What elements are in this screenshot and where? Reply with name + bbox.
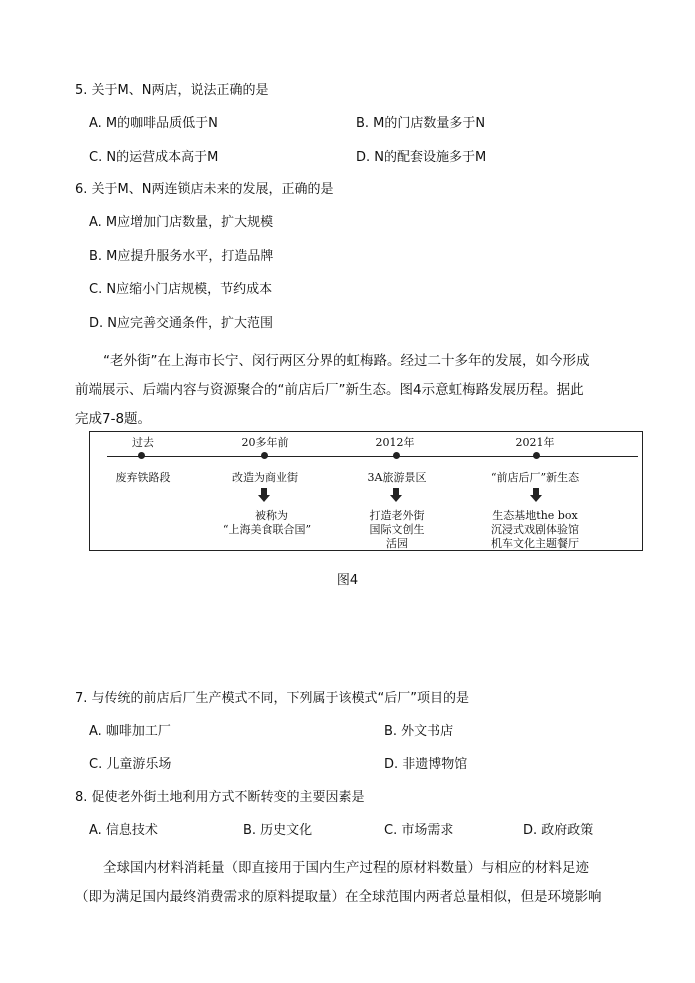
timeline-dot bbox=[138, 452, 145, 459]
stage-result-line: “上海美食联合国” bbox=[222, 523, 312, 536]
stage-desc: 改造为商业街 bbox=[232, 471, 298, 484]
q8-option-a: A. 信息技术 bbox=[89, 823, 158, 838]
stage-period: 20多年前 bbox=[241, 436, 289, 449]
q6-option-d: D. N应完善交通条件，扩大范围 bbox=[89, 316, 273, 331]
stage-period: 2021年 bbox=[515, 436, 555, 449]
down-arrow-icon bbox=[390, 488, 402, 502]
timeline-axis bbox=[107, 456, 638, 457]
stage-period: 2012年 bbox=[375, 436, 415, 449]
figure-4-timeline bbox=[89, 431, 643, 551]
stage-desc: 废弃铁路段 bbox=[115, 471, 171, 484]
timeline-dot bbox=[261, 452, 268, 459]
passage2-line1: 全球国内材料消耗量（即直接用于国内生产过程的原材料数量）与相应的材料足迹 bbox=[103, 860, 589, 876]
down-arrow-icon bbox=[530, 488, 542, 502]
stage-desc: 3A旅游景区 bbox=[367, 471, 427, 484]
q8-stem: 8. 促使老外街土地利用方式不断转变的主要因素是 bbox=[75, 790, 365, 805]
timeline-dot bbox=[393, 452, 400, 459]
passage1-line1: “老外街”在上海市长宁、闵行两区分界的虹梅路。经过二十多年的发展，如今形成 bbox=[103, 353, 590, 369]
stage-result-line: 国际文创生 bbox=[369, 523, 425, 536]
stage-result-line: 生态基地the box bbox=[492, 509, 578, 522]
q7-option-a: A. 咖啡加工厂 bbox=[89, 724, 171, 739]
down-arrow-icon bbox=[258, 488, 270, 502]
passage1-line3: 完成7-8题。 bbox=[75, 411, 152, 427]
q7-stem: 7. 与传统的前店后厂生产模式不同，下列属于该模式“后厂”项目的是 bbox=[75, 691, 470, 706]
q7-option-c: C. 儿童游乐场 bbox=[89, 757, 172, 772]
q5-option-c: C. N的运营成本高于M bbox=[89, 150, 219, 165]
q6-option-b: B. M应提升服务水平，打造品牌 bbox=[89, 249, 274, 264]
q5-stem: 5. 关于M、N两店，说法正确的是 bbox=[75, 83, 269, 98]
q5-option-d: D. N的配套设施多于M bbox=[356, 150, 487, 165]
q8-option-b: B. 历史文化 bbox=[243, 823, 313, 838]
q5-option-b: B. M的门店数量多于N bbox=[356, 116, 486, 131]
stage-period: 过去 bbox=[132, 436, 154, 449]
passage2-line2: （即为满足国内最终消费需求的原料提取量）在全球范围内两者总量相似，但是环境影响 bbox=[75, 889, 602, 905]
q7-option-d: D. 非遗博物馆 bbox=[384, 757, 468, 772]
stage-desc: “前店后厂”新生态 bbox=[490, 471, 580, 484]
timeline-dot bbox=[533, 452, 540, 459]
q8-option-d: D. 政府政策 bbox=[523, 823, 594, 838]
q6-option-a: A. M应增加门店数量，扩大规模 bbox=[89, 215, 274, 230]
stage-result-line: 沉浸式戏剧体验馆 bbox=[491, 523, 579, 536]
stage-result-line: 打造老外街 bbox=[369, 509, 425, 522]
q5-option-a: A. M的咖啡品质低于N bbox=[89, 116, 218, 131]
figure-caption: 图4 bbox=[336, 573, 359, 588]
passage1-line2: 前端展示、后端内容与资源聚合的“前店后厂”新生态。图4示意虹梅路发展历程。据此 bbox=[75, 382, 584, 398]
stage-result-line: 活园 bbox=[386, 537, 408, 550]
q6-option-c: C. N应缩小门店规模，节约成本 bbox=[89, 282, 273, 297]
q7-option-b: B. 外文书店 bbox=[384, 724, 454, 739]
q6-stem: 6. 关于M、N两连锁店未来的发展，正确的是 bbox=[75, 182, 334, 197]
q8-option-c: C. 市场需求 bbox=[384, 823, 454, 838]
stage-result-line: 机车文化主题餐厅 bbox=[491, 537, 579, 550]
stage-result-line: 被称为 bbox=[255, 509, 288, 522]
